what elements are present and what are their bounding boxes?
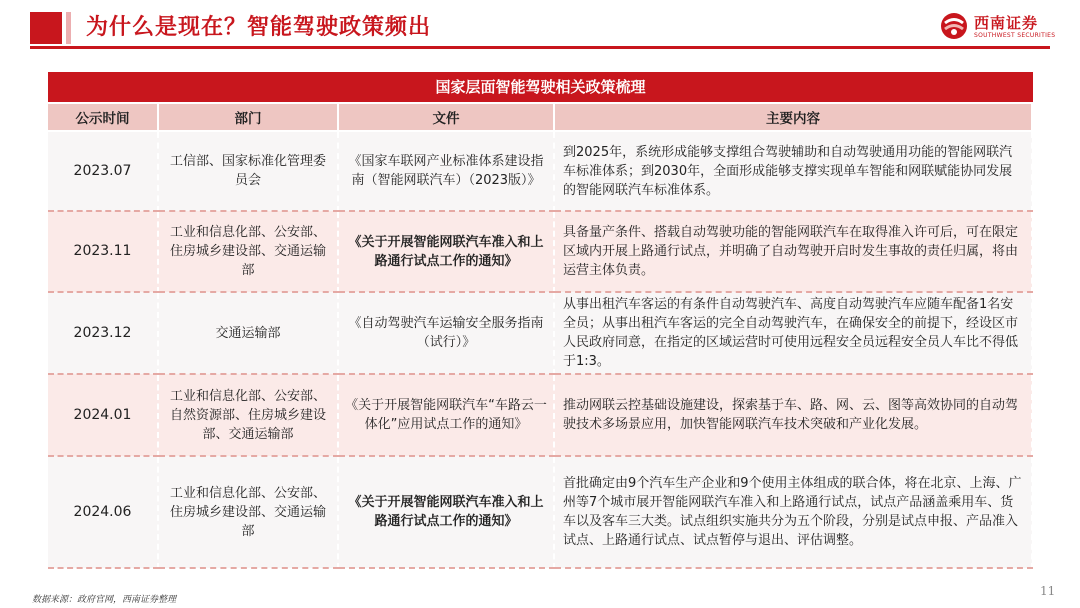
table-row <box>48 211 1032 292</box>
data-source-note: 数据来源：政府官网，西南证券整理 <box>32 595 177 605</box>
cell-department: 工信部、国家标准化管理委员会 <box>158 131 338 211</box>
cell-content: 具备量产条件、搭载自动驾驶功能的智能网联汽车在取得准入许可后，可在限定区域内开展上路通行试点，并明确了自动驾驶开启时发生事故的责任归属，将由运营主体负责。 <box>554 211 1032 292</box>
cell-date: 2023.11 <box>48 211 158 292</box>
table-header-row <box>48 104 1032 131</box>
title-accent-bar <box>66 12 71 44</box>
cell-document: 《国家车联网产业标准体系建设指南（智能网联汽车）（2023版）》 <box>338 131 554 211</box>
column-header-document: 文件 <box>338 104 554 131</box>
cell-content: 首批确定由9个汽车生产企业和9个使用主体组成的联合体，将在北京、上海、广州等7个城市展开智能网联汽车准入和上路通行试点，试点产品涵盖乘用车、货车以及客车三大类。试点组织实施共分为五个阶段，分别是试点申报、产品准入试点、上路通行试点、试点暂停与退出、评估调整。 <box>554 456 1032 568</box>
column-header-date: 公示时间 <box>48 104 158 131</box>
cell-document: 《关于开展智能网联汽车准入和上路通行试点工作的通知》 <box>338 211 554 292</box>
cell-department: 工业和信息化部、公安部、自然资源部、住房城乡建设部、交通运输部 <box>158 374 338 456</box>
cell-department: 工业和信息化部、公安部、住房城乡建设部、交通运输部 <box>158 211 338 292</box>
cell-department: 交通运输部 <box>158 292 338 374</box>
cell-content: 推动网联云控基础设施建设，探索基于车、路、网、云、图等高效协同的自动驾驶技术多场景应用，加快智能网联汽车技术突破和产业化发展。 <box>554 374 1032 456</box>
logo-text-en: SOUTHWEST SECURITIES <box>974 32 1056 39</box>
table-row <box>48 374 1032 456</box>
cell-content: 从事出租汽车客运的有条件自动驾驶汽车、高度自动驾驶汽车应随车配备1名安全员；从事出租汽车客运的完全自动驾驶汽车，在确保安全的前提下，经设区市人民政府同意，在指定的区域运营时可使用远程安全员远程安全员人车比不得低于1:3。 <box>554 292 1032 374</box>
table-row <box>48 292 1032 374</box>
page-title: 为什么是现在？智能驾驶政策频出 <box>86 15 432 40</box>
policy-table <box>48 72 1033 569</box>
company-logo <box>940 10 1055 44</box>
logo-mark-icon <box>940 12 968 40</box>
cell-date: 2024.01 <box>48 374 158 456</box>
page-number: 11 <box>1040 584 1056 598</box>
cell-content: 到2025年，系统形成能够支撑组合驾驶辅助和自动驾驶通用功能的智能网联汽车标准体系；到2030年，全面形成能够支撑实现单车智能和网联赋能协同发展的智能网联汽车标准体系。 <box>554 131 1032 211</box>
column-header-department: 部门 <box>158 104 338 131</box>
title-accent-block <box>30 12 62 44</box>
logo-text-cn: 西南证券 <box>974 14 1039 32</box>
cell-date: 2023.12 <box>48 292 158 374</box>
table-row <box>48 456 1032 568</box>
cell-department: 工业和信息化部、公安部、住房城乡建设部、交通运输部 <box>158 456 338 568</box>
cell-document: 《自动驾驶汽车运输安全服务指南（试行）》 <box>338 292 554 374</box>
cell-document: 《关于开展智能网联汽车“车路云一体化”应用试点工作的通知》 <box>338 374 554 456</box>
title-divider <box>30 46 1050 49</box>
table-caption: 国家层面智能驾驶相关政策梳理 <box>48 72 1033 104</box>
cell-date: 2024.06 <box>48 456 158 568</box>
column-header-content: 主要内容 <box>554 104 1032 131</box>
cell-document: 《关于开展智能网联汽车准入和上路通行试点工作的通知》 <box>338 456 554 568</box>
cell-date: 2023.07 <box>48 131 158 211</box>
table-row <box>48 131 1032 211</box>
